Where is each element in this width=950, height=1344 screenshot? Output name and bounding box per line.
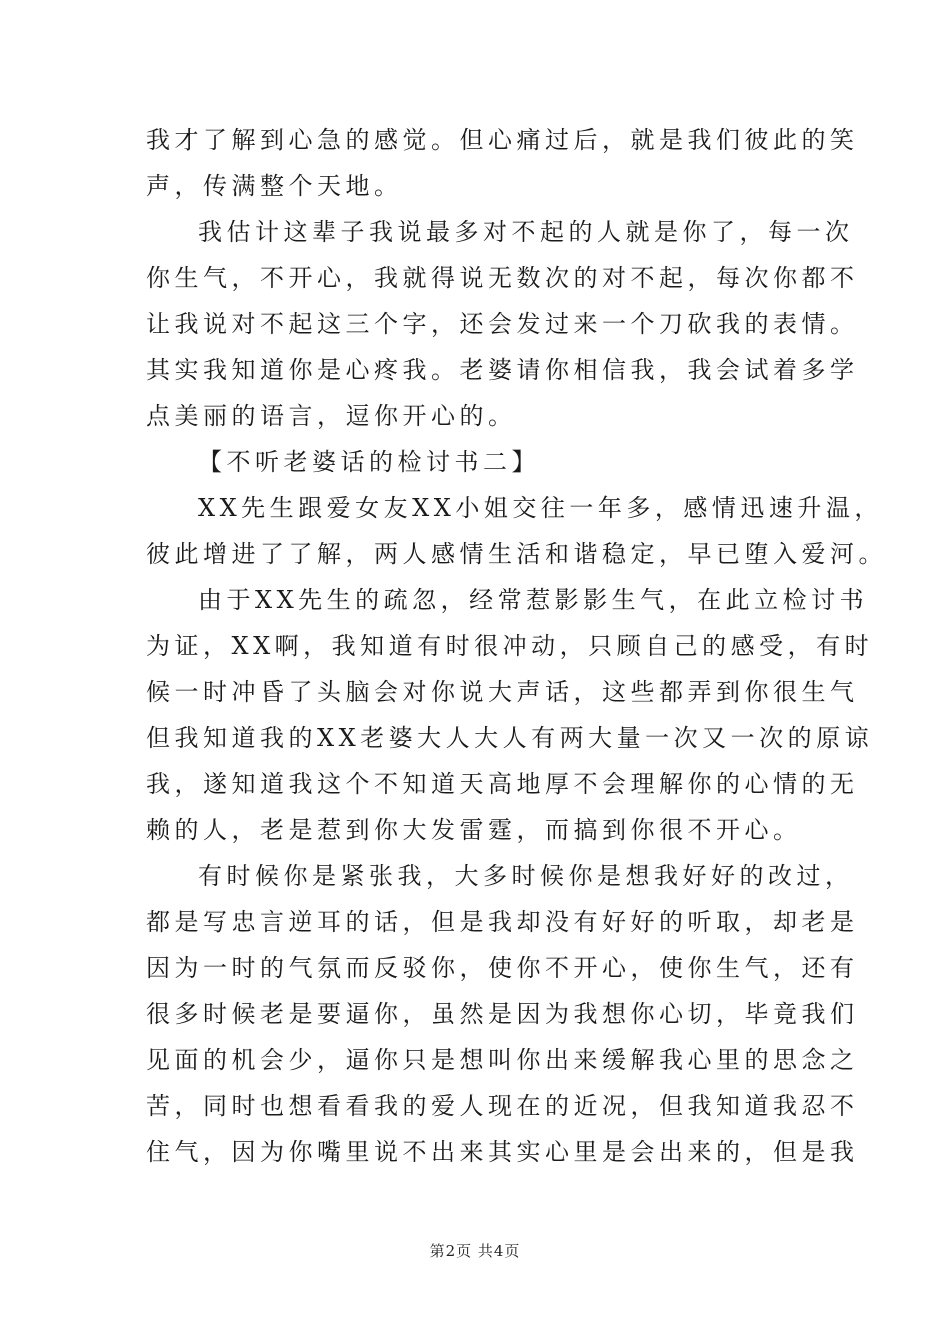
text-line: 都是写忠言逆耳的话，但是我却没有好好的听取，却老是 xyxy=(146,908,859,936)
text-line: 点美丽的语言，逗你开心的。 xyxy=(146,402,517,430)
page-footer: 第2页 共4页 xyxy=(429,1242,521,1260)
text-line: 很多时候老是要逼你，虽然是因为我想你心切，毕竟我们 xyxy=(146,1000,859,1028)
text-line: 【不听老婆话的检讨书二】 xyxy=(198,448,540,476)
text-line: 苦，同时也想看看我的爱人现在的近况，但我知道我忍不 xyxy=(146,1092,859,1120)
text-line: 住气，因为你嘴里说不出来其实心里是会出来的，但是我 xyxy=(146,1138,859,1166)
text-line: 我估计这辈子我说最多对不起的人就是你了，每一次 xyxy=(198,218,854,246)
text-line: 候一时冲昏了头脑会对你说大声话，这些都弄到你很生气 xyxy=(146,678,859,706)
text-line: 我才了解到心急的感觉。但心痛过后，就是我们彼此的笑 xyxy=(146,126,859,154)
text-line: 你生气，不开心，我就得说无数次的对不起，每次你都不 xyxy=(146,264,859,292)
text-line: XX先生跟爱女友XX小姐交往一年多，感情迅速升温， xyxy=(198,494,883,522)
text-line: 我，遂知道我这个不知道天高地厚不会理解你的心情的无 xyxy=(146,770,859,798)
text-line: 让我说对不起这三个字，还会发过来一个刀砍我的表情。 xyxy=(146,310,859,338)
text-line: 声，传满整个天地。 xyxy=(146,172,403,200)
text-line: 因为一时的气氛而反驳你，使你不开心，使你生气，还有 xyxy=(146,954,859,982)
text-line: 由于XX先生的疏忽，经常惹影影生气，在此立检讨书 xyxy=(198,586,869,614)
document-body xyxy=(146,117,887,1175)
text-line: 有时候你是紧张我，大多时候你是想我好好的改过， xyxy=(198,862,854,890)
text-line: 为证，XX啊，我知道有时很冲动，只顾自己的感受，有时 xyxy=(146,632,874,660)
text-line: 见面的机会少，逼你只是想叫你出来缓解我心里的思念之 xyxy=(146,1046,859,1074)
text-line: 赖的人，老是惹到你大发雷霆，而搞到你很不开心。 xyxy=(146,816,802,844)
text-line: 彼此增进了了解，两人感情生活和谐稳定，早已堕入爱河。 xyxy=(146,540,887,568)
text-line: 但我知道我的XX老婆大人大人有两大量一次又一次的原谅 xyxy=(146,724,874,752)
text-line: 其实我知道你是心疼我。老婆请你相信我，我会试着多学 xyxy=(146,356,859,384)
